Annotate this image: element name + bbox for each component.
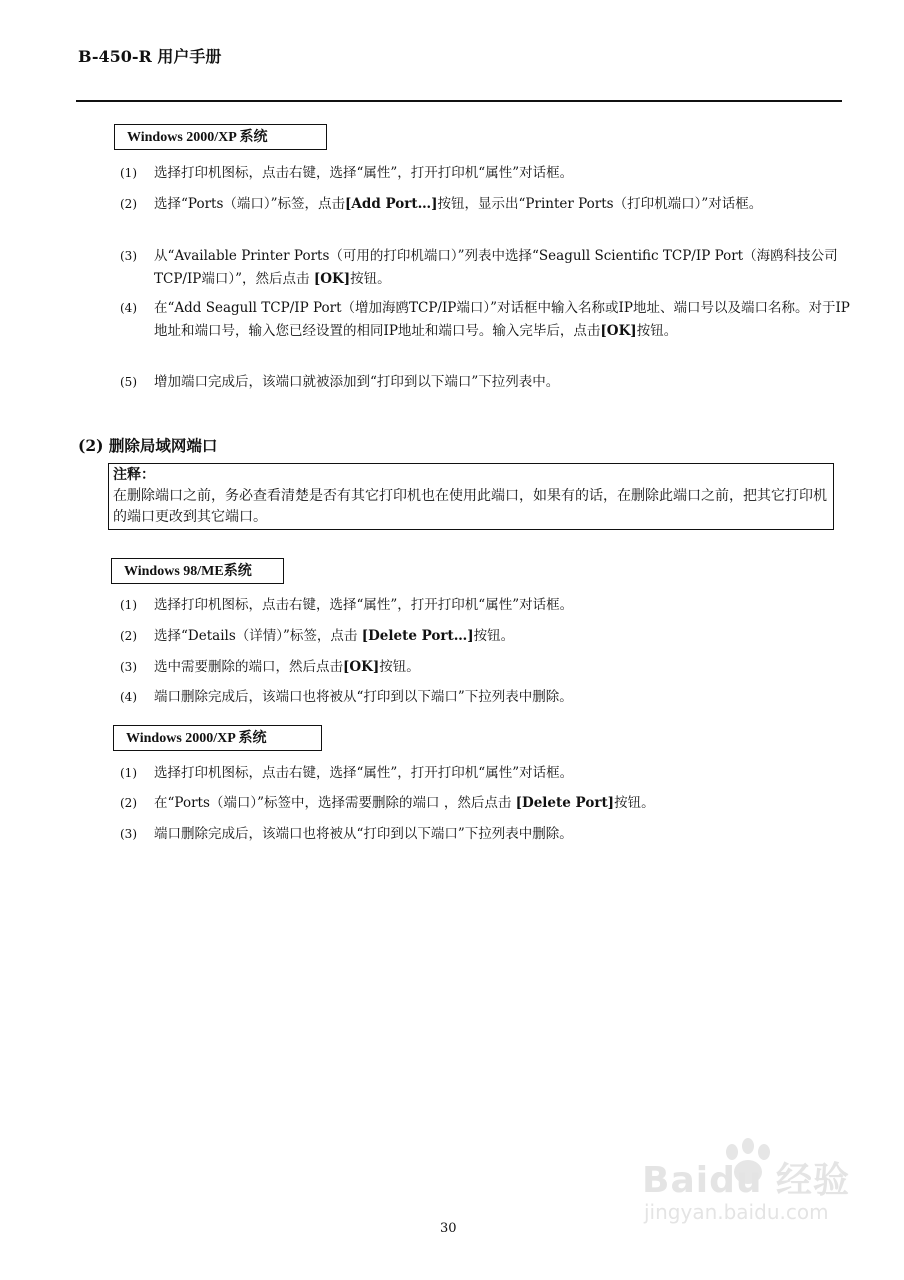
note-box [108, 463, 834, 530]
step-add-4 [120, 297, 860, 343]
button-name-ok: [OK] [313, 271, 351, 287]
step-add-1 [120, 162, 860, 185]
step-text: 端口删除完成后，该端口也将被从“打印到以下端口”下拉列表中删除。 [154, 689, 573, 705]
step-text: 选择打印机图标，点击右键，选择“属性”，打开打印机“属性”对话框。 [154, 165, 574, 181]
step-text: 增加端口完成后，该端口就被添加到“打印到以下端口”下拉列表中。 [154, 374, 560, 390]
step-number: (2) [120, 197, 137, 211]
step-del98-1 [120, 594, 860, 617]
note-label: 注释： [113, 467, 155, 483]
button-name-delete-port: [Delete Port] [515, 795, 615, 811]
step-text: 端口删除完成后，该端口也将被从“打印到以下端口”下拉列表中删除。 [154, 826, 573, 842]
step-text: 选择打印机图标，点击右键，选择“属性”，打开打印机“属性”对话框。 [154, 597, 574, 613]
page-number: 30 [440, 1221, 457, 1236]
step-number: (2) [120, 629, 137, 643]
step-del98-3 [120, 656, 860, 679]
step-number: (3) [120, 249, 137, 263]
step-text: 在“Ports（端口）”标签中，选择需要删除的端口 ，然后点击 [154, 795, 516, 811]
header-divider [76, 100, 842, 102]
step-add-2 [120, 193, 860, 216]
button-name-delete-port: [Delete Port…] [361, 628, 474, 644]
step-text: 选择“Ports（端口）”标签，点击 [154, 196, 346, 212]
os-label-win98: Windows 98/ME系统 [111, 558, 284, 584]
step-text: 按钮。 [379, 659, 420, 675]
step-add-3 [120, 245, 860, 291]
button-name-add-port: [Add Port…] [345, 196, 438, 212]
step-number: (3) [120, 827, 137, 841]
step-del2k-3 [120, 823, 860, 846]
step-text: 按钮。 [350, 271, 391, 287]
step-del98-2 [120, 625, 860, 648]
step-number: (3) [120, 660, 137, 674]
step-number: (1) [120, 166, 137, 180]
button-name-ok: [OK] [343, 659, 380, 675]
step-number: (4) [120, 690, 137, 704]
step-text: 选择打印机图标，点击右键，选择“属性”，打开打印机“属性”对话框。 [154, 765, 574, 781]
step-del98-4 [120, 686, 860, 709]
os-label-win2000-delete: Windows 2000/XP 系统 [113, 725, 322, 751]
watermark-brand: Baidu 经验 [642, 1160, 851, 1201]
note-text: 在删除端口之前，务必查看清楚是否有其它打印机也在使用此端口，如果有的话，在删除此端口之前，把其它打印机的端口更改到其它端口。 [113, 488, 827, 525]
step-text: 按钮，显示出“Printer Ports（打印机端口）”对话框。 [437, 196, 763, 212]
os-label-win2000-add: Windows 2000/XP 系统 [114, 124, 327, 150]
step-text: 在“Add Seagull TCP/IP Port（增加海鸥TCP/IP端口）”对话框中输入名称或IP地址、端口号以及端口名称。对于IP地址和端口号，输入您已经设置的相同IP地址和端口号。输入完毕后，点击 [154, 300, 850, 339]
step-text: 选中需要删除的端口，然后点击 [154, 659, 343, 675]
step-number: (1) [120, 766, 137, 780]
step-text: 按钮。 [473, 628, 515, 644]
document-header-title: B-450-R 用户手册 [78, 47, 222, 66]
section-heading-delete-port: (2) 删除局域网端口 [78, 436, 218, 455]
step-add-5 [120, 371, 860, 394]
step-text: 按钮。 [636, 323, 678, 339]
step-text: 从“Available Printer Ports（可用的打印机端口）”列表中选择“Seagull Scientific TCP/IP Port（海鸥科技公司TCP/IP端口）”，然后点击 [154, 248, 838, 287]
step-number: (2) [120, 796, 137, 810]
watermark-url: jingyan.baidu.com [644, 1200, 829, 1224]
step-number: (1) [120, 598, 137, 612]
step-del2k-2 [120, 792, 860, 815]
step-del2k-1 [120, 762, 860, 785]
button-name-ok: [OK] [600, 323, 637, 339]
step-number: (5) [120, 375, 137, 389]
step-number: (4) [120, 301, 137, 315]
step-text: 选择“Details（详情）”标签，点击 [154, 628, 362, 644]
step-text: 按钮。 [614, 795, 655, 811]
